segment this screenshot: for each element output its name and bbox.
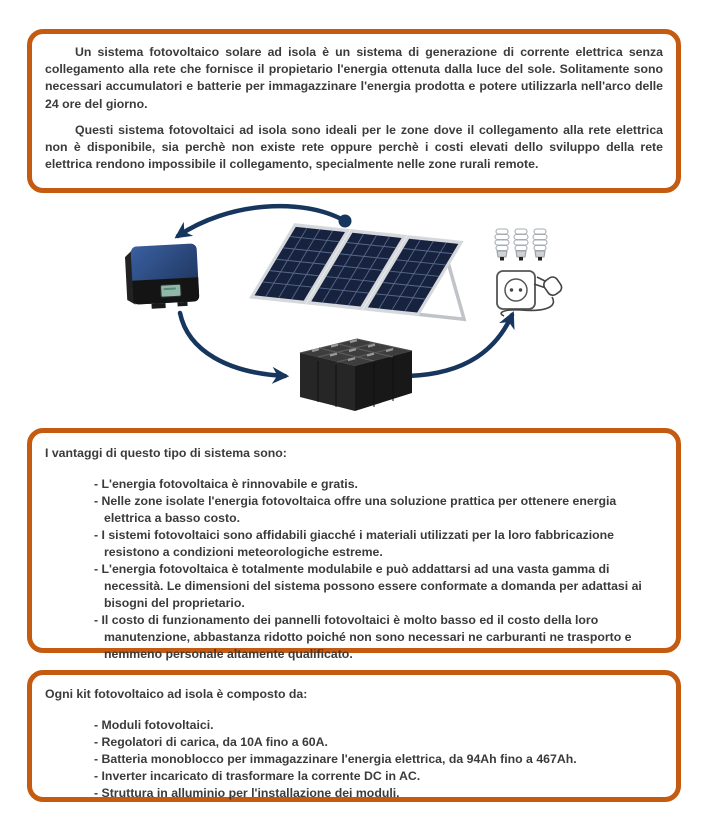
advantages-box (27, 428, 681, 661)
list-item: - Regolatori di carica, da 10A fino a 60A. (94, 735, 328, 749)
list-item: - L'energia fotovoltaica è rinnovabile e gratis. (94, 477, 358, 491)
advantages-list (45, 476, 663, 663)
list-item: - Struttura in alluminio per l'installazione dei moduli. (94, 786, 400, 800)
intro-paragraph-2: Questi sistema fotovoltaici ad isola sono ideali per le zone dove il collegamento alla rete elettrica non è disponibile, sia perchè non existe rete oppure perchè i costi elevati dello sviluppo della rete elettrica rendono impossibile il collegamento, specialmente nelle zone rurali remote. (45, 122, 663, 172)
list-item: - L'energia fotovoltaica è totalmente modulabile e può addattarsi ad una vasta gamma di necessità. Le dimensioni del sistema possono essere conformate a domanda per adattasi ai bisogni del proprietario. (94, 562, 642, 610)
kit-box (27, 670, 681, 802)
list-item: - Inverter incaricato di trasformare la corrente DC in AC. (94, 769, 421, 783)
list-item: - Batteria monoblocco per immagazzinare l'energia elettrica, da 94Ah fino a 467Ah. (94, 752, 577, 766)
inverter-icon (124, 243, 199, 310)
system-diagram (0, 195, 706, 425)
arrow-inverter-to-batteries (180, 313, 285, 376)
battery-bank-icon (300, 339, 412, 411)
intro-paragraph-1: Un sistema fotovoltaico solare ad isola è un sistema di generazione di corrente elettrica senza collegamento alla rete che fornisce il propietario l'energia ottenuta dalla luce del sole. Solitamente sono necessari accumulatori e batterie per immagazzinare l'energia prodotta e potere utilizzarla nell'arco delle 24 ore del giorno. (45, 45, 663, 111)
solar-panel-array-icon (252, 221, 472, 319)
kit-list (45, 717, 663, 802)
wall-socket-plug-icon (497, 271, 564, 316)
list-item: - Il costo di funzionamento dei pannelli fotovoltaici è molto basso ed il costo della loro manutenzione, abbastanza ridotto poiché non sono necessari ne carburanti ne trasporto e nemmeno personale altamente qualificato. (94, 613, 632, 661)
arrow-batteries-to-socket (408, 315, 512, 376)
intro-text-box (27, 29, 681, 193)
list-item: - Moduli fotovoltaici. (94, 718, 214, 732)
cfl-bulbs-icon (495, 229, 547, 261)
kit-heading: Ogni kit fotovoltaico ad isola è composto da: (45, 687, 308, 701)
advantages-heading: I vantaggi di questo tipo di sistema sono: (45, 446, 287, 460)
list-item: - Nelle zone isolate l'energia fotovoltaica offre una soluzione prattica per ottenere energia elettrica a basso costo. (94, 494, 617, 525)
list-item: - I sistemi fotovoltaici sono affidabili giacché i materiali utilizzati per la loro fabbricazione resistono a condizioni meteorologiche estreme. (94, 528, 614, 559)
